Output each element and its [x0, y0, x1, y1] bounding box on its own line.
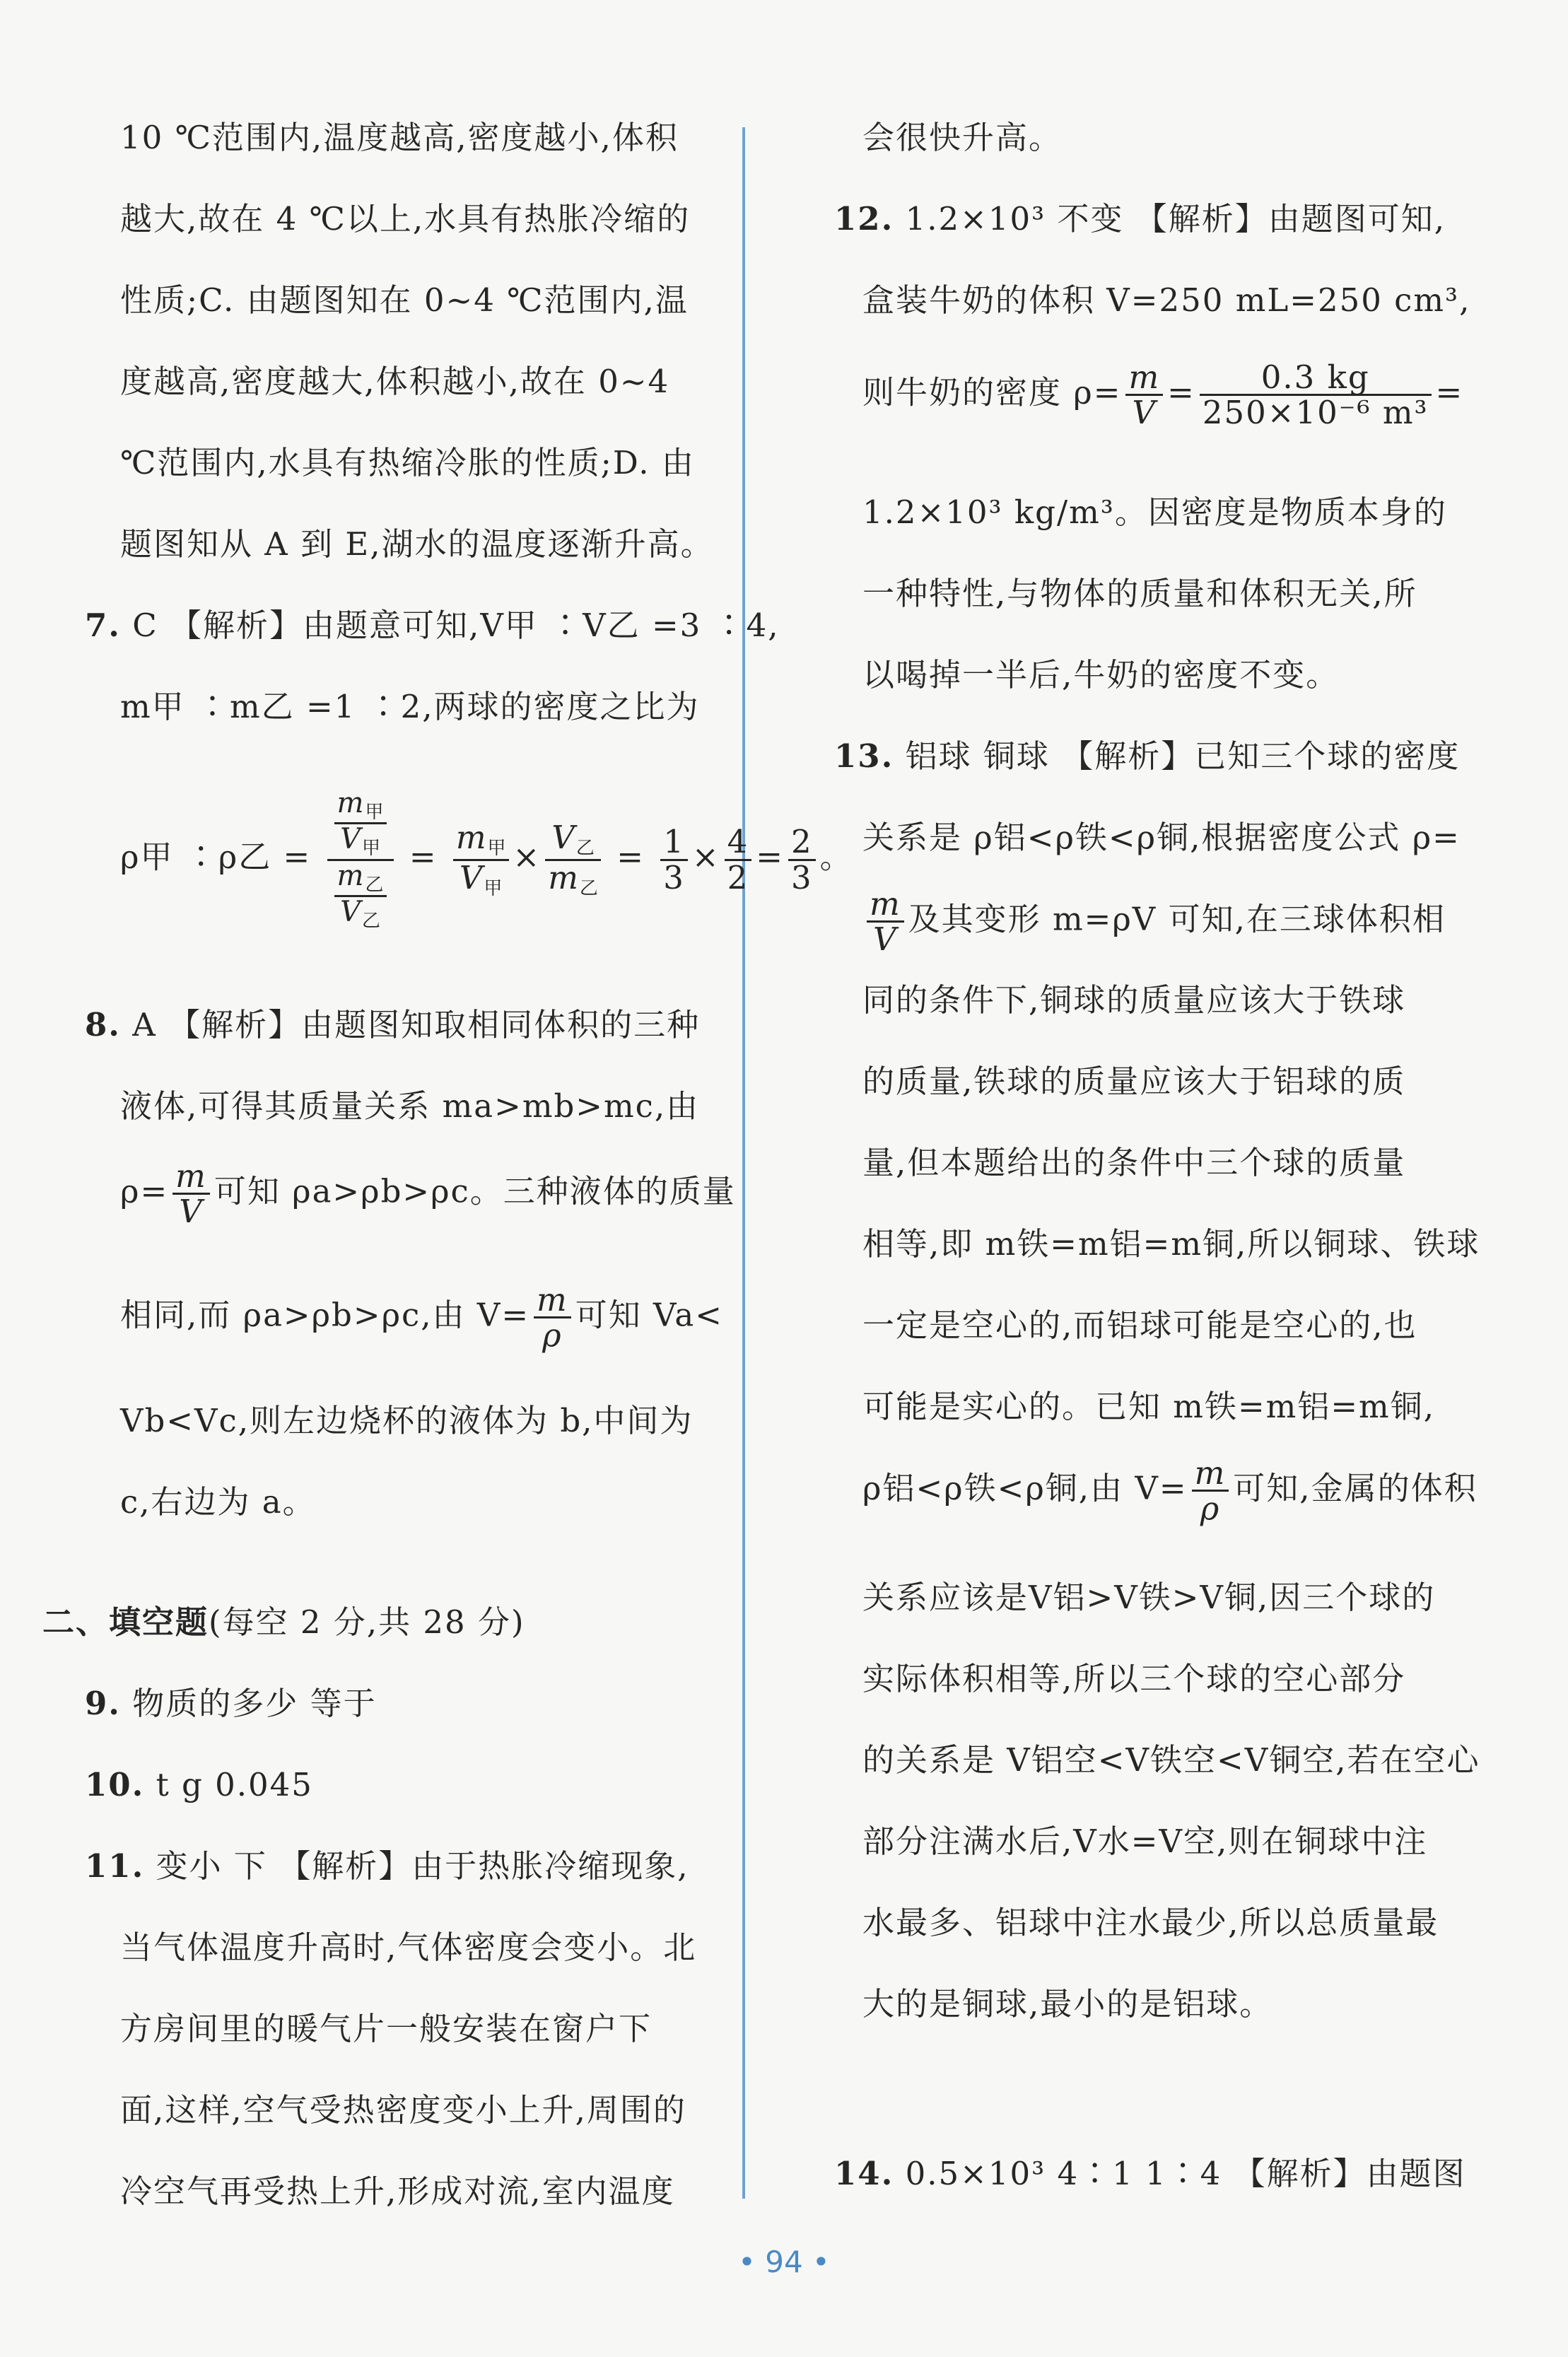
equals: = [616, 838, 645, 876]
fraction: $\frac{m_甲}{V_甲}$ [453, 821, 509, 899]
question-number: 8. [85, 1006, 121, 1043]
text-line: 相等,即 m铁=m铝=m铜,所以铜球、铁球 [862, 1225, 1480, 1263]
equals: = [409, 838, 438, 876]
text-line: 液体,可得其质量关系 ma>mb>mc,由 [120, 1087, 700, 1125]
answer-text: A 【解析】由题图知取相同体积的三种 [132, 1006, 701, 1043]
text-line: 量,但本题给出的条件中三个球的质量 [862, 1144, 1406, 1181]
question-9: 9. 物质的多少 等于 [85, 1685, 377, 1722]
question-8 [85, 1004, 700, 1046]
compound-fraction: $\frac{\frac{m_甲}{V_甲}}{\frac{m_乙}{V_乙}}$ [327, 788, 394, 931]
question-12: 12. 1.2×10³ 不变 【解析】由题图可知, [834, 200, 1446, 238]
text-line: 的关系是 V铝空<V铁空<V铜空,若在空心 [862, 1741, 1480, 1779]
text-line: 1.2×10³ kg/m³。因密度是物质本身的 [862, 493, 1447, 531]
text-line: $\frac{m}{V}$ 及其变形 m=ρV 可知,在三球体积相 [862, 887, 1446, 957]
column-divider [742, 127, 745, 2199]
text-line: 当气体温度升高时,气体密度会变小。北 [120, 1929, 697, 1966]
formula-lhs: ρ甲 ∶ρ乙 = [120, 838, 312, 876]
text-line: 实际体积相等,所以三个球的空心部分 [862, 1660, 1406, 1697]
text-line: 越大,故在 4 ℃以上,水具有热胀冷缩的 [120, 200, 691, 238]
fraction: $\frac{m}{\rho}$ [1192, 1456, 1229, 1526]
section-heading: 二、填空题(每空 2 分,共 28 分) [42, 1603, 525, 1641]
text-line: 大的是铜球,最小的是铝球。 [862, 1985, 1273, 2023]
text-line: 关系是 ρ铝<ρ铁<ρ铜,根据密度公式 ρ= [862, 819, 1461, 856]
text-line: 方房间里的暖气片一般安装在窗户下 [120, 2010, 653, 2047]
text-line: ℃范围内,水具有热缩冷胀的性质;D. 由 [120, 444, 695, 481]
fraction: $\frac{1}{3}$ [660, 825, 688, 894]
question-7 [85, 604, 780, 647]
text-line: 关系应该是V铝>V铁>V铜,因三个球的 [862, 1579, 1436, 1616]
text-line: 相同,而 ρa>ρb>ρc,由 V= $\frac{m}{\rho}$ 可知 Va< [120, 1281, 723, 1355]
text-line: 题图知从 A 到 E,湖水的温度逐渐升高。 [120, 525, 714, 563]
text-line: 的质量,铁球的质量应该大于铝球的质 [862, 1063, 1406, 1100]
fraction: $\frac{V_乙}{m_乙}$ [545, 821, 601, 899]
question-14: 14. 0.5×10³ 4∶1 1∶4 【解析】由题图 [834, 2155, 1466, 2192]
text-line: 盒装牛奶的体积 V=250 mL=250 cm³, [862, 281, 1471, 319]
fraction: $\frac{0.3 kg}{\text{250×10⁻⁶ m³}}$ [1200, 361, 1432, 430]
fraction: $\frac{m}{V}$ [1125, 361, 1163, 430]
fraction: $\frac{m}{V}$ [172, 1159, 210, 1229]
fraction: $\frac{4}{2}$ [725, 825, 752, 894]
text-line: ρ铝<ρ铁<ρ铜,由 V= $\frac{m}{\rho}$ 可知,金属的体积 [862, 1454, 1478, 1528]
text-line: m甲 ∶m乙 =1 ∶2,两球的密度之比为 [120, 688, 700, 725]
text-line: 冷空气再受热上升,形成对流,室内温度 [120, 2172, 675, 2210]
density-ratio-formula: ρ甲 ∶ρ乙 = $\frac{\frac{m_甲}{V_甲}}{\frac{m_乙}{V_乙}}$ = $\frac{m_甲}{V_甲}$ × $\frac{V_乙}{m_乙}$ = $\frac{1}{3}$ × $\frac{4}{2}$ = $\frac{2}{3}$ 。 [120, 787, 853, 932]
text-line: 面,这样,空气受热密度变小上升,周围的 [120, 2091, 686, 2129]
fraction: $\frac{m}{\rho}$ [534, 1283, 571, 1352]
milk-density-formula: 则牛奶的密度 ρ= $\frac{m}{V}$ = $\frac{0.3 kg}{\text{250×10⁻⁶ m³}}$ = [862, 358, 1464, 432]
text-line: 会很快升高。 [862, 119, 1063, 156]
answer-text: C 【解析】由题意可知,V甲 ∶V乙 =3 ∶4, [132, 607, 780, 644]
text-line: Vb<Vc,则左边烧杯的液体为 b,中间为 [120, 1402, 694, 1439]
text-line: ρ= $\frac{m}{V}$ 可知 ρa>ρb>ρc。三种液体的质量 [120, 1157, 736, 1231]
text-line: 同的条件下,铜球的质量应该大于铁球 [862, 981, 1406, 1019]
text-line: 一定是空心的,而铝球可能是空心的,也 [862, 1306, 1417, 1344]
text-line: 部分注满水后,V水=V空,则在铜球中注 [862, 1823, 1428, 1860]
text-line: 度越高,密度越大,体积越小,故在 0~4 [120, 363, 670, 400]
page-number: • 94 • [738, 2245, 830, 2279]
text-line: 以喝掉一半后,牛奶的密度不变。 [862, 656, 1340, 694]
text-line: 性质;C. 由题图知在 0~4 ℃范围内,温 [120, 281, 689, 319]
question-10: 10. t g 0.045 [85, 1766, 313, 1803]
text-line: c,右边为 a。 [120, 1483, 316, 1521]
question-13: 13. 铝球 铜球 【解析】已知三个球的密度 [834, 737, 1461, 775]
text-line: 水最多、铝球中注水最少,所以总质量最 [862, 1904, 1439, 1941]
text-line: 可能是实心的。已知 m铁=m铝=m铜, [862, 1388, 1436, 1425]
text-line: 一种特性,与物体的质量和体积无关,所 [862, 575, 1417, 612]
fraction: $\frac{m}{V}$ [867, 887, 904, 957]
question-number: 7. [85, 607, 121, 644]
fraction: $\frac{2}{3}$ [788, 825, 816, 894]
question-11: 11. 变小 下 【解析】由于热胀冷缩现象, [85, 1847, 689, 1885]
text-line: 10 ℃范围内,温度越高,密度越小,体积 [120, 119, 679, 156]
